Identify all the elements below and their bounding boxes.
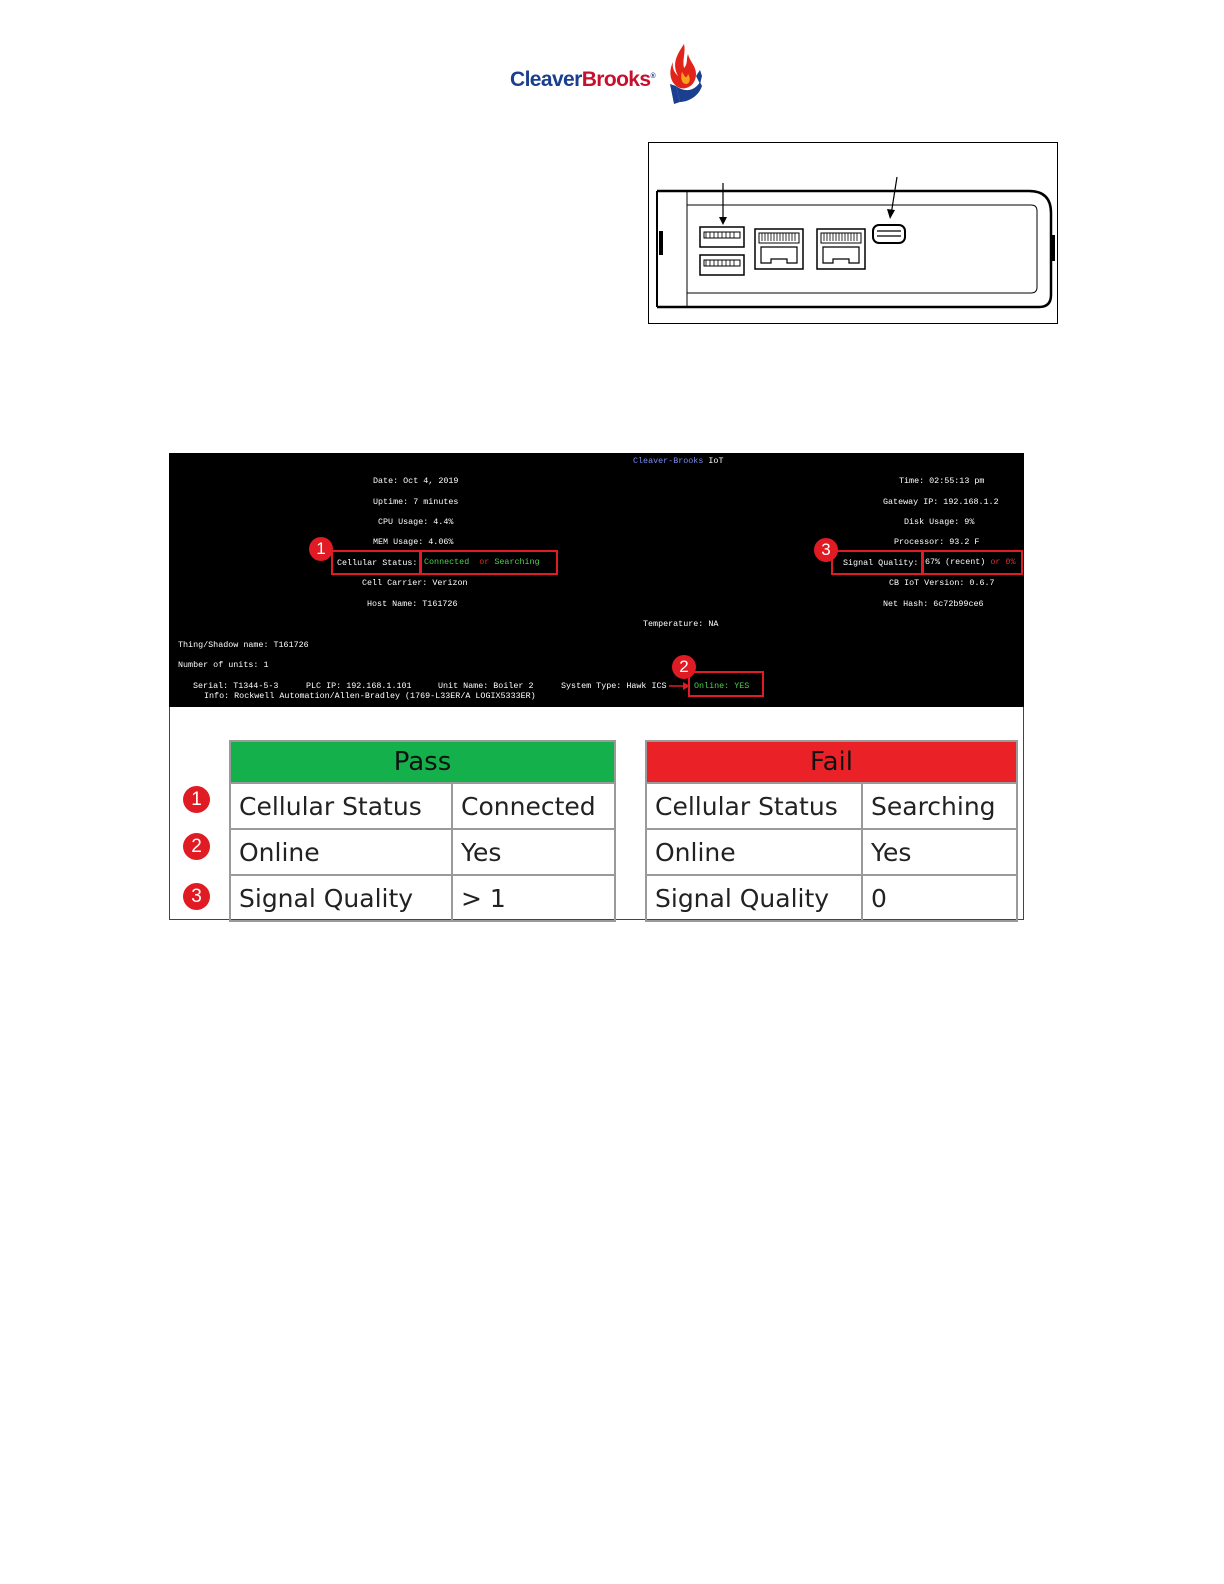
mini-port-icon bbox=[873, 225, 905, 243]
fail-table bbox=[645, 740, 1018, 922]
fail-row-3-label: Signal Quality bbox=[646, 875, 862, 921]
pass-row-2-value: Yes bbox=[452, 829, 615, 875]
logo-word-cleaver: Cleaver bbox=[510, 68, 582, 91]
row-badge-2: 2 bbox=[183, 833, 210, 860]
fail-row-1-label: Cellular Status bbox=[646, 783, 862, 829]
pass-row-1-value: Connected bbox=[452, 783, 615, 829]
table-row bbox=[646, 783, 1017, 829]
signal-quality-label: Signal Quality: bbox=[843, 558, 919, 568]
cpu-usage-text: CPU Usage: 4.4% bbox=[378, 517, 454, 527]
thing-shadow-name-text: Thing/Shadow name: T161726 bbox=[178, 640, 309, 650]
device-illustration bbox=[648, 142, 1058, 324]
processor-text: Processor: 93.2 F bbox=[894, 537, 980, 547]
serial-text: Serial: T1344-5-3 bbox=[193, 681, 279, 691]
fail-row-1-value: Searching bbox=[862, 783, 1017, 829]
table-row bbox=[646, 829, 1017, 875]
terminal-title: Cleaver-Brooks IoT bbox=[633, 456, 724, 466]
host-name-text: Host Name: T161726 bbox=[367, 599, 458, 609]
system-type-text: System Type: Hawk ICS bbox=[561, 681, 667, 691]
cellular-status-value: Connected or Searching bbox=[424, 557, 540, 567]
flame-hand-icon bbox=[666, 42, 704, 108]
callout-badge-3: 3 bbox=[814, 538, 838, 562]
callout-badge-2: 2 bbox=[672, 655, 696, 679]
mem-usage-text: MEM Usage: 4.06% bbox=[373, 537, 454, 547]
cell-carrier-text: Cell Carrier: Verizon bbox=[362, 578, 468, 588]
fail-row-2-label: Online bbox=[646, 829, 862, 875]
plc-ip-text: PLC IP: 192.168.1.101 bbox=[306, 681, 412, 691]
uptime-text: Uptime: 7 minutes bbox=[373, 497, 459, 507]
cellular-status-label: Cellular Status: bbox=[337, 558, 418, 568]
date-text: Date: Oct 4, 2019 bbox=[373, 476, 459, 486]
table-row bbox=[230, 783, 615, 829]
fail-row-3-value: 0 bbox=[862, 875, 1017, 921]
table-row bbox=[230, 875, 615, 921]
time-text: Time: 02:55:13 pm bbox=[899, 476, 985, 486]
row-badge-3: 3 bbox=[183, 883, 210, 910]
net-hash-text: Net Hash: 6c72b99ce6 bbox=[883, 599, 984, 609]
fail-row-2-value: Yes bbox=[862, 829, 1017, 875]
logo-registered-mark: ® bbox=[650, 73, 656, 80]
pass-row-3-value: > 1 bbox=[452, 875, 615, 921]
pass-header: Pass bbox=[230, 741, 615, 783]
arrow-to-mini-port bbox=[891, 177, 897, 215]
row-badge-1: 1 bbox=[183, 786, 210, 813]
gateway-ip-text: Gateway IP: 192.168.1.2 bbox=[883, 497, 999, 507]
unit-name-text: Unit Name: Boiler 2 bbox=[438, 681, 534, 691]
ethernet-port-icon-2 bbox=[817, 229, 865, 269]
pass-row-1-label: Cellular Status bbox=[230, 783, 452, 829]
pass-table bbox=[229, 740, 616, 922]
cb-iot-version-text: CB IoT Version: 0.6.7 bbox=[889, 578, 995, 588]
callout-badge-1: 1 bbox=[309, 537, 333, 561]
table-row bbox=[646, 875, 1017, 921]
usb-port-icon bbox=[700, 227, 744, 275]
signal-quality-value: 67% (recent) or 0% bbox=[925, 557, 1016, 567]
company-logo-text bbox=[510, 68, 655, 92]
device-ports-drawing bbox=[649, 143, 1057, 323]
terminal-screen bbox=[169, 453, 1024, 707]
disk-usage-text: Disk Usage: 9% bbox=[904, 517, 975, 527]
online-status-text: Online: YES bbox=[694, 681, 750, 691]
fail-header: Fail bbox=[646, 741, 1017, 783]
pass-row-3-label: Signal Quality bbox=[230, 875, 452, 921]
ethernet-port-icon bbox=[755, 229, 803, 269]
logo-word-brooks: Brooks bbox=[581, 68, 651, 91]
table-row bbox=[230, 829, 615, 875]
number-of-units-text: Number of units: 1 bbox=[178, 660, 269, 670]
temperature-text: Temperature: NA bbox=[643, 619, 719, 629]
pass-row-2-label: Online bbox=[230, 829, 452, 875]
plc-info-text: Info: Rockwell Automation/Allen-Bradley (1769-L33ER/A LOGIX5333ER) bbox=[204, 691, 536, 701]
